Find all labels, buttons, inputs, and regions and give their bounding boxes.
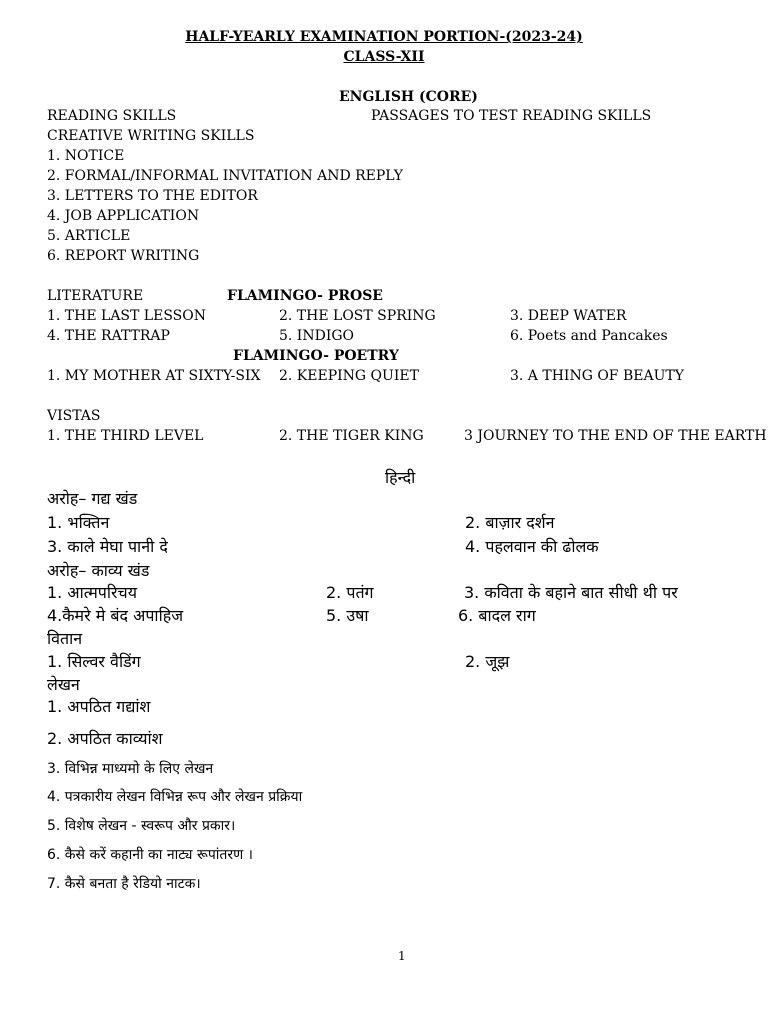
kavya-item: 3. कविता के बहाने बात सीधी थी पर (464, 583, 678, 602)
prose-heading: FLAMINGO- PROSE (227, 288, 383, 304)
vistas-item: 3 JOURNEY TO THE END OF THE EARTH (464, 428, 767, 444)
english-heading: ENGLISH (CORE) (339, 89, 478, 105)
lekhan-item: 2. अपठित काव्यांश (47, 729, 163, 748)
page-number: 1 (398, 949, 406, 963)
prose-item: 2. THE LOST SPRING (279, 308, 436, 324)
poetry-item: 1. MY MOTHER AT SIXTY-SIX (47, 368, 261, 384)
hindi-heading: हिन्दी (385, 468, 416, 487)
creative-item: 2. FORMAL/INFORMAL INVITATION AND REPLY (47, 168, 403, 184)
prose-item: 6. Poets and Pancakes (510, 328, 668, 344)
creative-item: 5. ARTICLE (47, 228, 131, 244)
gadya-item: 3. काले मेघा पानी दे (47, 537, 168, 556)
vitan-item: 1. सिल्वर वैडिंग (47, 652, 141, 671)
lekhan-item: 5. विशेष लेखन - स्वरूप और प्रकार। (47, 818, 236, 834)
lekhan-item: 3. विभिन्न माध्यमो के लिए लेखन (47, 761, 214, 777)
prose-item: 1. THE LAST LESSON (47, 308, 206, 324)
reading-skills-label: READING SKILLS (47, 108, 177, 124)
aroh-gadya-label: अरोह– गद्य खंड (47, 489, 138, 508)
creative-writing-label: CREATIVE WRITING SKILLS (47, 128, 255, 144)
lekhan-label: लेखन (47, 675, 80, 694)
lekhan-item: 4. पत्रकारीय लेखन विभिन्न रूप और लेखन प्रक्रिया (47, 789, 303, 805)
poetry-heading: FLAMINGO- POETRY (233, 348, 399, 364)
document-title: HALF-YEARLY EXAMINATION PORTION-(2023-24) (185, 29, 583, 45)
gadya-item: 1. भक्तिन (47, 513, 110, 532)
vistas-label: VISTAS (47, 408, 101, 424)
aroh-kavya-label: अरोह– काव्य खंड (47, 561, 150, 580)
vitan-item: 2. जूझ (465, 652, 510, 671)
gadya-item: 2. बाज़ार दर्शन (465, 513, 555, 532)
prose-item: 4. THE RATTRAP (47, 328, 170, 344)
kavya-item: 6. बादल राग (458, 606, 536, 625)
kavya-item: 1. आत्मपरिचय (47, 583, 137, 602)
vistas-item: 1. THE THIRD LEVEL (47, 428, 204, 444)
kavya-item: 5. उषा (326, 606, 369, 625)
creative-item: 6. REPORT WRITING (47, 248, 200, 264)
prose-item: 5. INDIGO (279, 328, 355, 344)
creative-item: 1. NOTICE (47, 148, 125, 164)
lekhan-item: 1. अपठित गद्यांश (47, 697, 151, 716)
class-label: CLASS-XII (343, 49, 425, 65)
literature-label: LITERATURE (47, 288, 144, 304)
poetry-item: 2. KEEPING QUIET (279, 368, 419, 384)
kavya-item: 2. पतंग (326, 583, 374, 602)
creative-item: 3. LETTERS TO THE EDITOR (47, 188, 258, 204)
lekhan-item: 7. कैसे बनता है रेडियो नाटक। (47, 876, 201, 892)
vitan-label: वितान (47, 629, 83, 648)
poetry-item: 3. A THING OF BEAUTY (510, 368, 684, 384)
vistas-item: 2. THE TIGER KING (279, 428, 424, 444)
reading-skills-value: PASSAGES TO TEST READING SKILLS (371, 108, 652, 124)
creative-item: 4. JOB APPLICATION (47, 208, 200, 224)
kavya-item: 4.कैमरे मे बंद अपाहिज (47, 606, 184, 625)
gadya-item: 4. पहलवान की ढोलक (465, 537, 599, 556)
prose-item: 3. DEEP WATER (510, 308, 627, 324)
lekhan-item: 6. कैसे करें कहानी का नाट्य रूपांतरण । (47, 847, 253, 863)
